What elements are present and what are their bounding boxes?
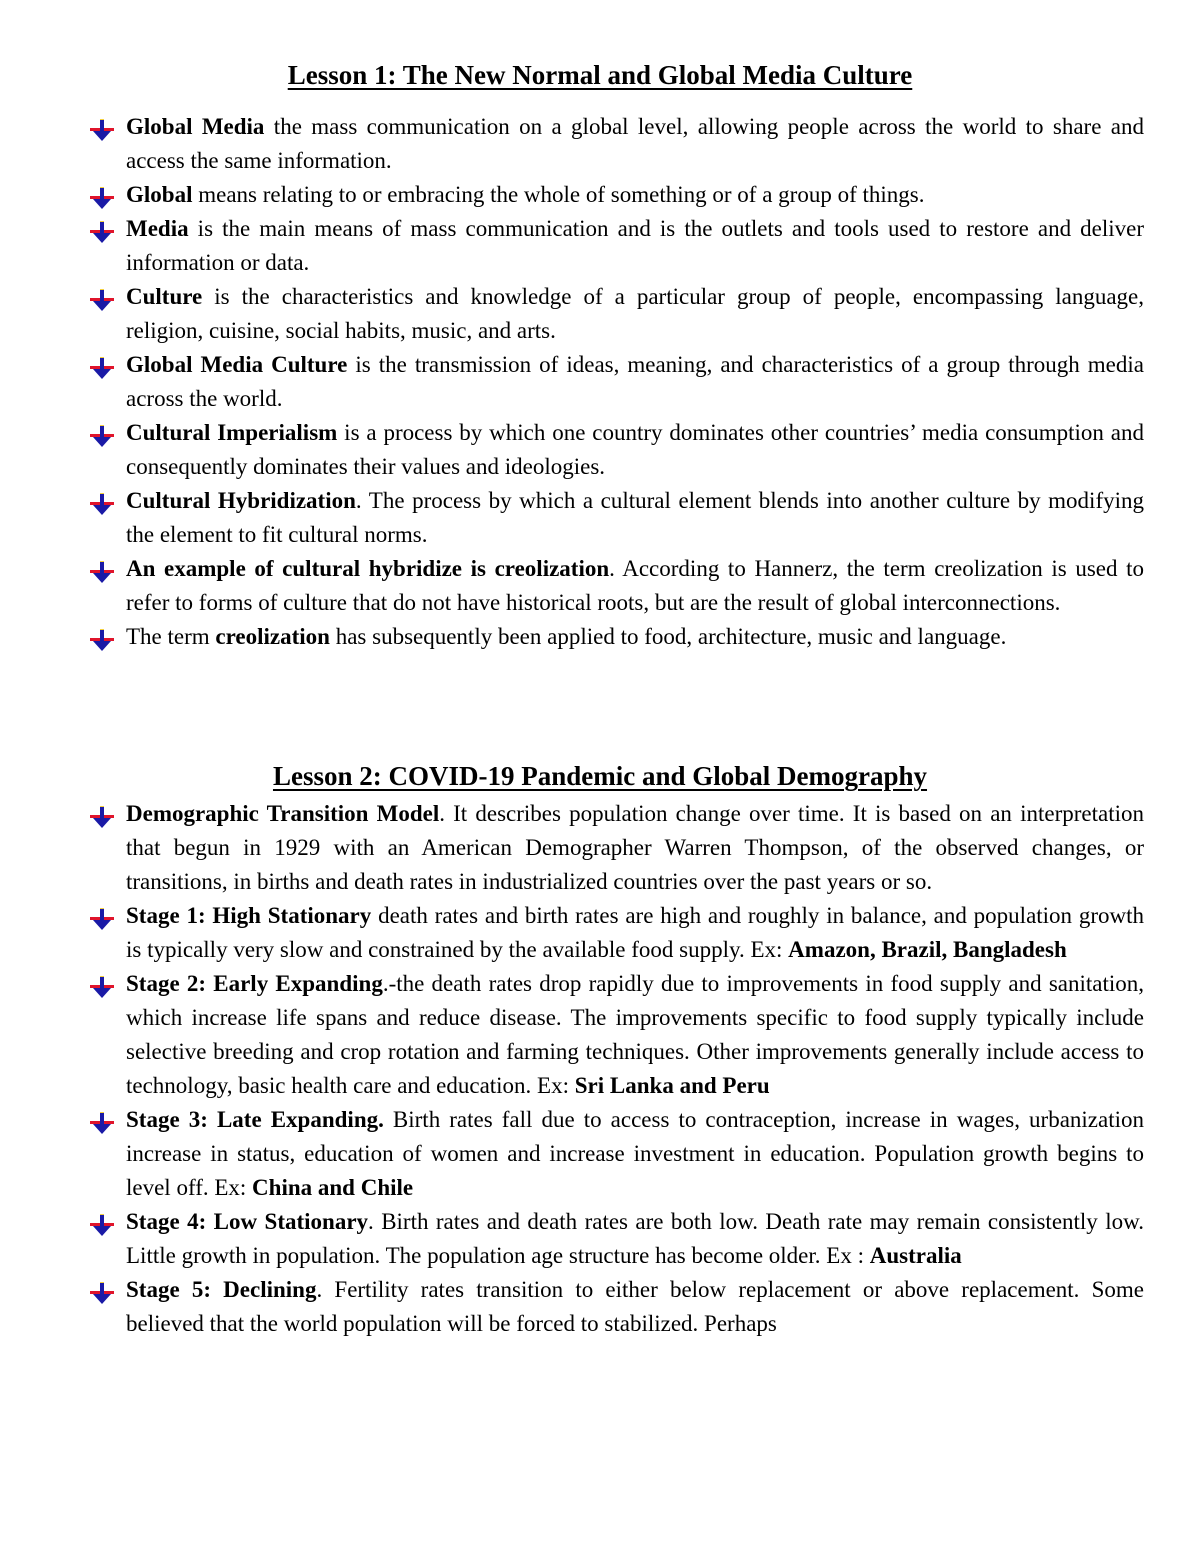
item-term: Global Media Culture [126,352,348,377]
item-text: death rates and birth rates are high and roughly in balance, and population growth is typically very slow and constrained by the available food supply. Ex: [126,903,1145,962]
item-text: . It describes population change over time. It is based on an interpretation that begun in 1929 with an American Demographer Warren Thompson, of the observed changes, or transitions, in births and death rates in industrialized countries over the past years or so. [126,801,1144,894]
list-item [0,1103,1144,1205]
list-item [0,552,1144,620]
list-item [0,484,1144,552]
arrow-down-bullet-icon [90,906,114,928]
arrow-down-bullet-icon [90,627,114,649]
list-item [0,416,1144,484]
lesson-2-heading: Lesson 2: COVID-19 Pandemic and Global Demography [272,761,928,791]
item-term: Global [126,182,193,207]
list-item [0,178,1144,212]
list-item [0,280,1144,348]
item-term: Stage 4: Low Stationary [126,1209,369,1234]
arrow-down-bullet-icon [90,804,114,826]
arrow-down-bullet-icon [90,185,114,207]
list-item [0,1205,1144,1273]
item-text: . The process by which a cultural element blends into another culture by modifying the element to fit cultural norms. [126,488,1144,547]
item-term: creolization [215,624,330,649]
item-example: Australia [869,1243,962,1268]
item-text: . Birth rates and death rates are both low. Death rate may remain consistently low. Little growth in population. The population age structure has become older. Ex : [126,1209,1144,1268]
item-term: Cultural Hybridization [126,488,356,513]
item-term: Global Media [126,114,265,139]
lesson-1-list [0,110,1200,654]
item-text: .-the death rates drop rapidly due to improvements in food supply and sanitation, which increase life spans and reduce disease. The improvements specific to food supply typically include selective breeding and crop rotation and farming techniques. Other improvements generally include access to technology, basic health care and education. Ex: [126,971,1144,1098]
item-text: The term [126,624,216,649]
list-item [0,899,1144,967]
list-item [0,620,1144,654]
arrow-down-bullet-icon [90,491,114,513]
item-text: has subsequently been applied to food, architecture, music and language. [329,624,1007,649]
item-term: Demographic Transition Model [126,801,440,826]
item-term: An example of cultural hybridize is creolization [126,556,610,581]
item-term: Media [126,216,189,241]
item-text: Birth rates fall due to access to contraception, increase in wages, urbanization increase in status, education of women and increase investment in education. Population growth begins to level off. Ex: [126,1107,1144,1200]
list-item [0,967,1144,1103]
lesson-1-heading: Lesson 1: The New Normal and Global Media Culture [287,60,913,90]
arrow-down-bullet-icon [90,559,114,581]
arrow-down-bullet-icon [90,423,114,445]
item-text: . According to Hannerz, the term creolization is used to refer to forms of culture that do not have historical roots, but are the result of global interconnections. [126,556,1144,615]
item-example: China and Chile [252,1175,414,1200]
list-item [0,110,1144,178]
arrow-down-bullet-icon [90,1110,114,1132]
item-text: . Fertility rates transition to either below replacement or above replacement. Some believed that the world population will be forced to stabilized. Perhaps [126,1277,1144,1336]
list-item [0,212,1144,280]
item-text: is a process by which one country dominates other countries’ media consumption and consequently dominates their values and ideologies. [126,420,1144,479]
arrow-down-bullet-icon [90,355,114,377]
item-text: is the transmission of ideas, meaning, and characteristics of a group through media across the world. [126,352,1144,411]
item-text: is the main means of mass communication and is the outlets and tools used to restore and deliver information or data. [126,216,1144,275]
arrow-down-bullet-icon [90,287,114,309]
item-term: Culture [126,284,203,309]
arrow-down-bullet-icon [90,117,114,139]
arrow-down-bullet-icon [90,974,114,996]
lesson-2-list [0,797,1200,1341]
item-text: the mass communication on a global level, allowing people across the world to share and access the same information. [126,114,1144,173]
list-item [0,1273,1144,1341]
arrow-down-bullet-icon [90,219,114,241]
item-term: Stage 2: Early Expanding [126,971,383,996]
item-text: is the characteristics and knowledge of a particular group of people, encompassing language, religion, cuisine, social habits, music, and arts. [126,284,1144,343]
arrow-down-bullet-icon [90,1212,114,1234]
item-term: Cultural Imperialism [126,420,338,445]
item-text: means relating to or embracing the whole of something or of a group of things. [192,182,925,207]
item-term: Stage 5: Declining [126,1277,317,1302]
arrow-down-bullet-icon [90,1280,114,1302]
item-term: Stage 3: Late Expanding. [126,1107,384,1132]
item-example: Amazon, Brazil, Bangladesh [788,937,1067,962]
item-example: Sri Lanka and Peru [574,1073,770,1098]
item-term: Stage 1: High Stationary [126,903,372,928]
list-item [0,348,1144,416]
list-item [0,797,1144,899]
